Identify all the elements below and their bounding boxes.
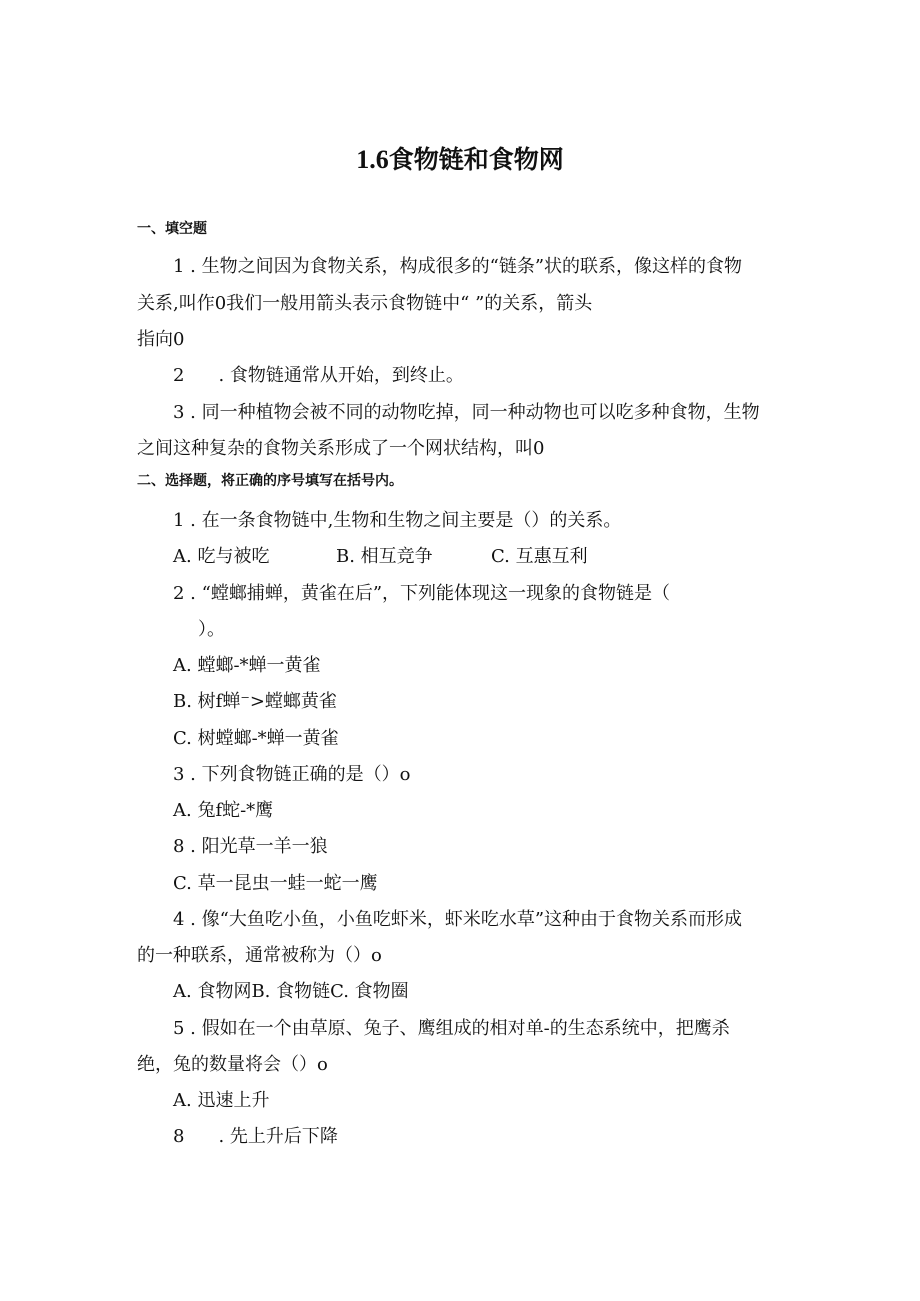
section-fill-blank-heading: 一、填空题: [137, 221, 207, 237]
choice-q1-option-a: A. 吃与被吃: [173, 546, 270, 567]
choice-q1-option-b: B. 相互竞争: [336, 546, 433, 567]
choice-q5-option-b-number: 8: [173, 1126, 185, 1147]
choice-q1: 1 . 在一条食物链中,生物和生物之间主要是（）的关系。: [173, 510, 622, 531]
fill-q2: [173, 361, 464, 387]
fill-q3-line1: 3 . 同一种植物会被不同的动物吃掉，同一种动物也可以吃多种食物，生物: [173, 402, 760, 423]
choice-q3: 3 . 下列食物链正确的是（）o: [173, 764, 411, 785]
choice-q2-option-c: C. 树螳螂-*蝉一黄雀: [173, 728, 339, 749]
choice-q5-option-b-text: . 先上升后下降: [218, 1126, 338, 1147]
choice-q5-line1: 5 . 假如在一个由草原、兔子、鹰组成的相对单-的生态系统中，把鹰杀: [173, 1018, 730, 1039]
choice-q2-option-a: A. 螳螂-*蝉一黄雀: [173, 655, 321, 676]
fill-q2-number: 2: [173, 365, 185, 386]
choice-q4-line1: 4 . 像“大鱼吃小鱼，小鱼吃虾米，虾米吃水草”这种由于食物关系而形成: [173, 909, 743, 930]
fill-q1-line1: 1 . 生物之间因为食物关系，构成很多的“链条”状的联系，像这样的食物: [173, 256, 743, 277]
fill-q1-line2: 关系,叫作0我们一般用箭头表示食物链中“ ”的关系，箭头: [137, 293, 593, 314]
fill-q1-line3: 指向0: [137, 329, 185, 350]
choice-q2-line1: 2 . “螳螂捕蝉，黄雀在后”，下列能体现这一现象的食物链是（: [173, 583, 671, 604]
choice-q4-options: A. 食物网B. 食物链C. 食物圈: [173, 981, 409, 1002]
section-choice-heading: 二、选择题，将正确的序号填写在括号内。: [137, 473, 403, 489]
page-title: [0, 140, 920, 176]
choice-q5-option-b: [173, 1122, 338, 1148]
choice-q3-option-c: C. 草一昆虫一蛙一蛇一鹰: [173, 873, 378, 894]
choice-q5-line2: 绝，兔的数量将会（）o: [137, 1054, 328, 1075]
title-text: 食物链和食物网: [388, 145, 564, 174]
choice-q5-option-a: A. 迅速上升: [173, 1090, 270, 1111]
choice-q3-option-a: A. 兔f蛇-*鹰: [173, 800, 274, 821]
choice-q1-option-c: C. 互惠互利: [491, 546, 588, 567]
fill-q2-text: . 食物链通常从开始，到终止。: [218, 365, 464, 386]
choice-q3-option-b: 8 . 阳光草一羊一狼: [173, 836, 328, 857]
choice-q2-line2: ）。: [198, 619, 225, 640]
fill-q3-line2: 之间这种复杂的食物关系形成了一个网状结构，叫0: [137, 438, 545, 459]
choice-q2-option-b: B. 树f蝉⁻>螳螂黄雀: [173, 691, 337, 712]
title-number: 1.6: [356, 145, 389, 174]
choice-q4-line2: 的一种联系，通常被称为（）o: [137, 945, 382, 966]
